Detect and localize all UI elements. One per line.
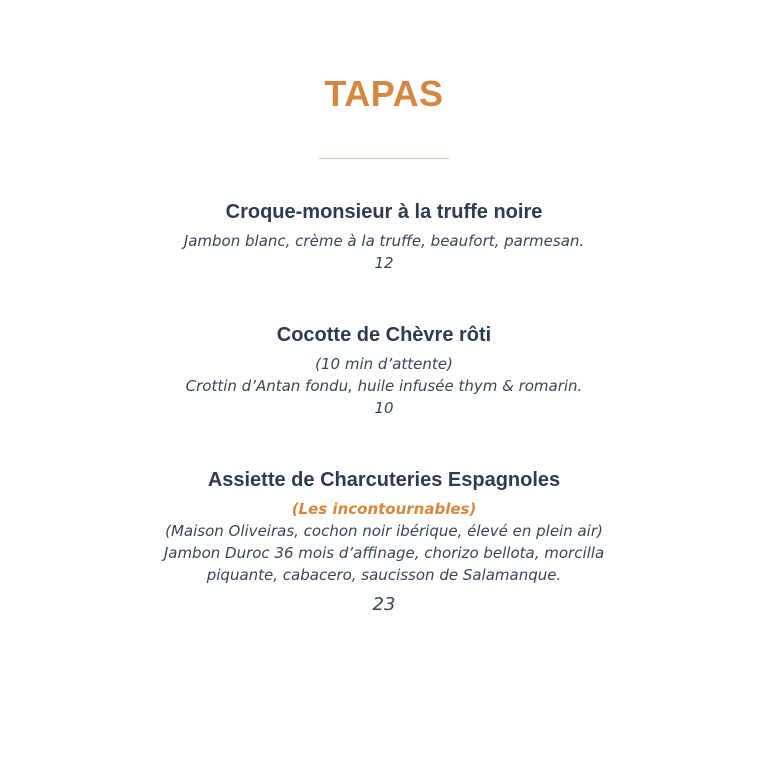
menu-item-description: Crottin d’Antan fondu, huile infusée thym & romarin. [185,377,583,395]
title-divider [319,158,449,159]
menu-item-origin: (Maison Oliveiras, cochon noir ibérique, élevé en plein air) [165,522,603,540]
menu-item-name: Cocotte de Chèvre rôti [276,324,492,346]
menu-item-price: 23 [372,594,396,615]
menu-item-description: Jambon Duroc 36 mois d’affinage, chorizo bellota, morcilla [163,544,605,562]
menu-item-price: 12 [374,254,394,272]
menu-item-price: 10 [374,399,394,417]
menu-item-cocotte-chevre [0,322,768,419]
menu-title: TAPAS [324,73,444,114]
menu-item-description-cont: piquante, cabacero, saucisson de Salamanque. [206,566,562,584]
menu-item-croque-monsieur [0,199,768,274]
menu-item-highlight: (Les incontournables) [291,500,477,518]
menu-item-charcuteries [0,467,768,634]
menu-item-name: Assiette de Charcuteries Espagnoles [207,469,561,491]
menu-item-name: Croque-monsieur à la truffe noire [225,201,543,223]
menu-item-note: (10 min d’attente) [315,355,453,373]
menu-item-description: Jambon blanc, crème à la truffe, beaufort, parmesan. [183,232,585,250]
